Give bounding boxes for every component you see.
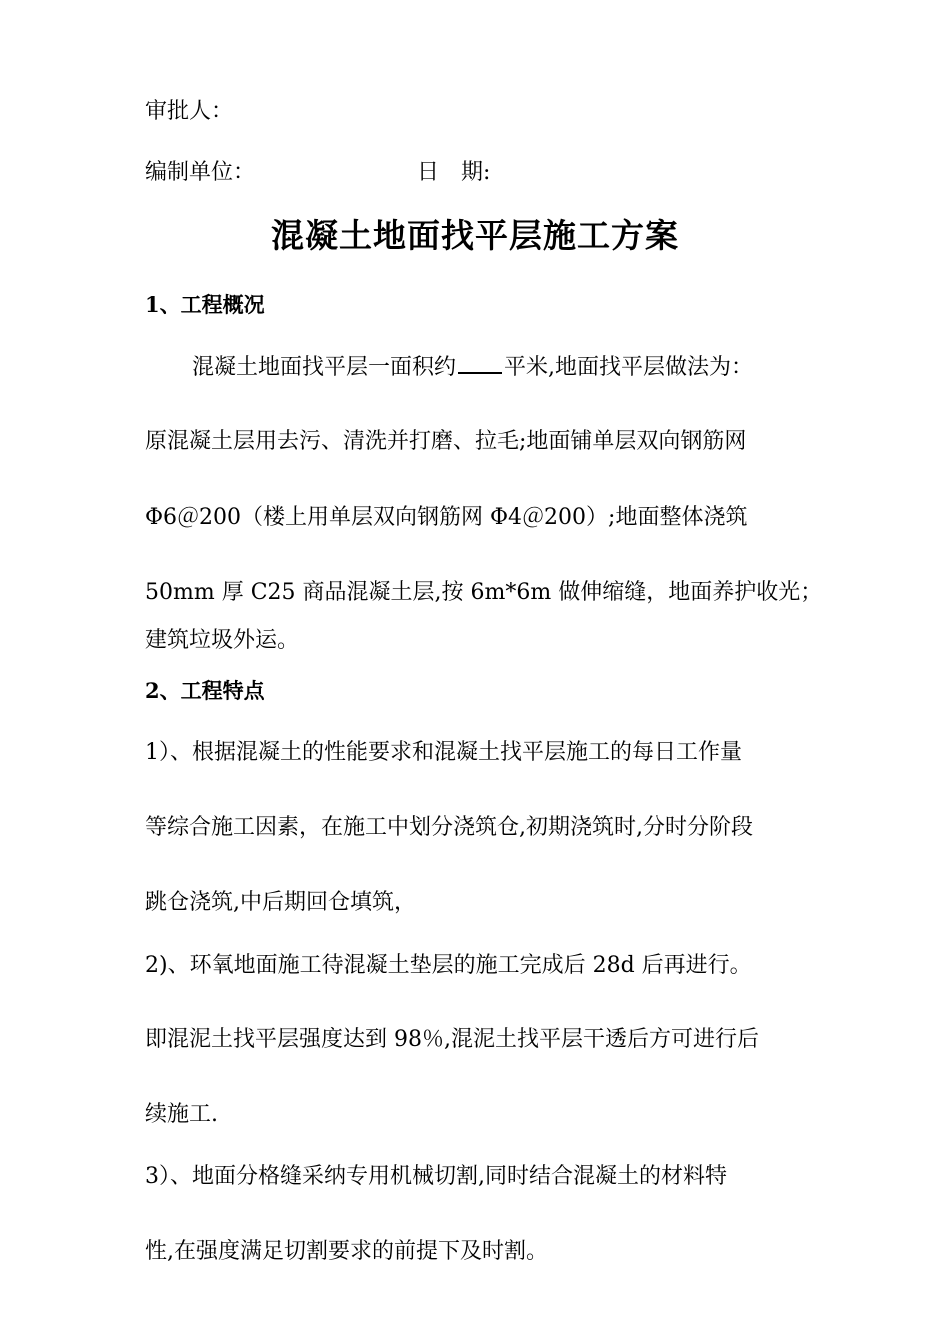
feature-3-line-2: 性,在强度满足切割要求的前提下及时割。 <box>145 1239 548 1264</box>
unit-label: 编制单位： <box>145 160 256 185</box>
paragraph-overview-line-1 <box>192 352 753 383</box>
feature-2-line-1: 2)、环氧地面施工待混凝土垫层的施工完成后 28d 后再进行。 <box>145 953 752 978</box>
paragraph-overview-line-4: 50mm 厚 C25 商品混凝土层,按 6m*6m 做伸缩缝，地面养护收光； <box>145 580 823 605</box>
paragraph-overview-line-5: 建筑垃圾外运。 <box>145 628 300 653</box>
feature-1-line-3: 跳仓浇筑,中后期回仓填筑， <box>145 890 416 915</box>
paragraph-overview-line-2: 原混凝土层用去污、清洗并打磨、拉毛;地面铺单层双向钢筋网 <box>145 429 747 454</box>
document-title: 混凝土地面找平层施工方案 <box>271 216 679 255</box>
feature-1-line-2: 等综合施工因素，在施工中划分浇筑仓,初期浇筑时,分时分阶段 <box>145 815 753 840</box>
area-blank-field <box>458 352 502 374</box>
feature-1-line-1: 1）、根据混凝土的性能要求和混凝土找平层施工的每日工作量 <box>145 740 742 765</box>
date-label: 日 期: <box>417 160 491 185</box>
unit-date-row <box>145 158 490 188</box>
paragraph-overview-line-3: Φ6＠200（楼上用单层双向钢筋网 Φ4＠200）;地面整体浇筑 <box>145 505 748 530</box>
feature-3-line-1: 3）、地面分格缝采纳专用机械切割,同时结合混凝土的材料特 <box>145 1164 727 1189</box>
feature-2-line-2: 即混泥土找平层强度达到 98％,混泥土找平层干透后方可进行后 <box>145 1027 759 1052</box>
overview-text-after-blank: 平米,地面找平层做法为： <box>504 355 754 380</box>
section-heading-features: 2、工程特点 <box>145 678 265 703</box>
feature-2-line-3: 续施工. <box>145 1102 218 1127</box>
approver-label: 审批人： <box>145 99 234 124</box>
overview-text-before-blank: 混凝土地面找平层一面积约 <box>192 355 457 380</box>
section-heading-overview: 1、工程概况 <box>145 292 265 317</box>
